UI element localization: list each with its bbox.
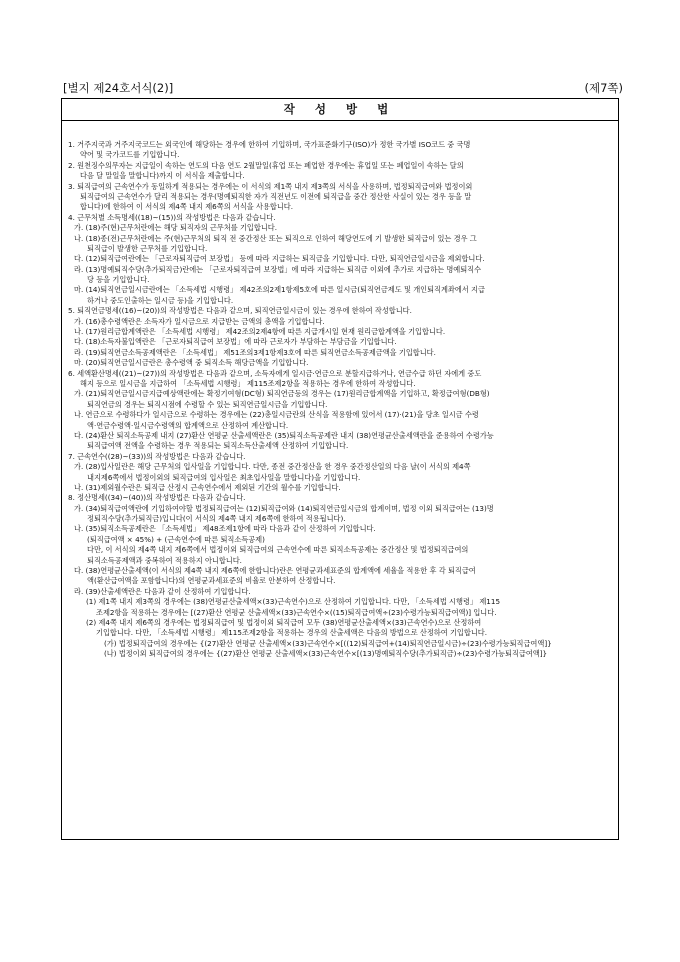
instruction-line: (퇴직급여액 × 45%) + (근속연수에 따른 퇴직소득공제) <box>87 534 265 544</box>
form-number-label: [별지 제24호서식(2)] <box>63 81 174 95</box>
instruction-line: (가) 법정퇴직급여의 경우에는 {(27)환산 연평균 산출세액×(33)근속연수×[((12)퇴직급여+(14)퇴직연금일시금)÷(23)수령가능퇴직급여액]} <box>104 638 552 648</box>
instruction-line: 라. (39)산출세액란은 다음과 같이 산정하여 기입합니다. <box>74 586 251 596</box>
instruction-line: 8. 정산명세((34)~(40))의 작성방법은 다음과 같습니다. <box>68 493 246 503</box>
instruction-line: 다만, 이 서식의 제4쪽 내지 제6쪽에서 법정이외 퇴직급여의 근속연수에 따른 퇴직소득공제는 중간정산 및 법정퇴직급여의 <box>87 545 469 555</box>
instruction-line: 3. 퇴직급여의 근속연수가 동일하게 적용되는 경우에는 이 서식의 제1쪽 내지 제3쪽의 서식을 사용하며, 법정퇴직급여와 법정이외 <box>68 181 473 191</box>
instruction-line: 5. 퇴직연금명세((16)~(20))의 작성방법은 다음과 같으며, 퇴직연금일시금이 있는 경우에 한하여 작성합니다. <box>68 306 412 316</box>
instruction-line: 7. 근속연수((28)~(33))의 작성방법은 다음과 같습니다. <box>68 451 246 461</box>
instruction-line: 마. (14)퇴직연금일시금란에는 「소득세법 시행령」 제42조의2제1항제5호에 따른 일시금(퇴직연금제도 및 개인퇴직계좌에서 지급 <box>74 285 485 295</box>
instruction-line: 다음 달 말일을 말합니다)까지 이 서식을 제출합니다. <box>80 171 245 181</box>
instruction-line: 나. 연금으로 수령하다가 일시금으로 수령하는 경우에는 (22)총일시금란의 산식을 적용함에 있어서 (17)·(21)을 당초 일시금 수령 <box>74 410 479 420</box>
page-number-label: (제7쪽) <box>584 81 623 95</box>
instruction-line: 4. 근무처별 소득명세((18)~(15))의 작성방법은 다음과 같습니다. <box>68 212 276 222</box>
instructions-frame <box>61 98 619 840</box>
instruction-line: 라. (13)명예퇴직수당(추가퇴직금)란에는 「근로자퇴직급여 보장법」에 따라 지급하는 퇴직금 이외에 추가로 지급하는 명예퇴직수 <box>74 264 482 274</box>
instruction-line: 2. 원천징수의무자는 지급일이 속하는 연도의 다음 연도 2월말일(휴업 또는 폐업한 경우에는 휴업일 또는 폐업일이 속하는 달의 <box>68 160 464 170</box>
instruction-line: (2) 제4쪽 내지 제6쪽의 경우에는 법정퇴직급여 및 법정이외 퇴직급여 모두 (38)연평균산출세액×(33)근속연수)으로 산정하여 <box>86 617 482 627</box>
instruction-line: 나. (31)제외월수란은 퇴직급 산정시 근속연수에서 제외된 기간의 월수를 기입합니다. <box>74 482 341 492</box>
instruction-line: 가. (21)퇴직연금일시금지급예상액란에는 확정기여형(DC형) 퇴직연금등의 경우는 (17)원리금합계액을 기입하고, 확정급여형(DB형) <box>74 389 490 399</box>
instructions-title: 작 성 방 법 <box>62 99 618 121</box>
instruction-line: 다. (12)퇴직급여란에는 「근로자퇴직급여 보장법」 등에 따라 지급하는 퇴직금을 기입합니다. 다만, 퇴직연금일시금을 제외합니다. <box>74 254 485 264</box>
instruction-line: 내지제6쪽에서 법정이외의 퇴직급여의 입사일은 최초입사일을 말합니다)을 기입합니다. <box>87 472 361 482</box>
instruction-line: 가. (34)퇴직급여액란에 기입하여야할 법정퇴직급여는 (12)퇴직급여와 (14)퇴직연금일시금의 합계이며, 법정 이외 퇴직급여는 (13)명 <box>74 503 494 513</box>
instruction-line: 액(환산급여액을 포함합니다)의 연평균과세표준의 비율로 안분하여 산정합니다. <box>87 576 336 586</box>
instruction-line: 라. (19)퇴직연금소득공제액란은 「소득세법」 제51조의3제1항제3호에 따른 퇴직연금소득공제금액을 기입합니다. <box>74 347 436 357</box>
instruction-line: 당 등을 기입합니다. <box>87 275 150 285</box>
instruction-line: 약어 및 국가코드를 기입합니다. <box>80 150 180 160</box>
instruction-line: 조제2항을 적용하는 경우에는 [(27)환산 연평균 산출세액×(33)근속연수×((15)퇴직급여액÷(23)수령가능퇴직급여액)] 입니다. <box>96 607 497 617</box>
instruction-line: 나. (17)원리금합계액란은 「소득세법 시행령」 제42조의2제4항에 따른 지급개시일 현재 원리금합계액을 기입합니다. <box>74 327 446 337</box>
instruction-line: 퇴직급여의 근속연수가 달리 적용되는 경우(명예퇴직한 자가 직전년도 이전에 퇴직급을 중간 정산한 사실이 있는 경우 등을 말 <box>80 191 472 201</box>
form-header <box>63 80 623 96</box>
instruction-line: (1) 제1쪽 내지 제3쪽의 경우에는 (38)연평균산출세액×(33)근속연수)으로 산정하여 기입합니다. 다만, 「소득세법 시행령」 제115 <box>86 597 501 607</box>
instruction-line: 합니다)에 한하여 이 서식의 제4쪽 내지 제6쪽의 서식을 사용합니다. <box>80 202 294 212</box>
instruction-line: 1. 거주지국과 거주지국코드는 외국인에 해당하는 경우에 한하여 기입하며, 국가표준화기구(ISO)가 정한 국가별 ISO코드 중 국명 <box>68 140 471 149</box>
instruction-line: 액·연금수령액·일시금수령액의 합계액으로 산정하여 계산합니다. <box>87 420 289 430</box>
instruction-line: 퇴직급여액 전액을 수령하는 경우 적용되는 퇴직소득산출세액 산정하여 기입합니다. <box>87 441 349 451</box>
instruction-line: 하거나 중도인출하는 일시금 등)을 기입합니다. <box>87 295 234 305</box>
instruction-line: 가. (16)총수령액란은 소득자가 일시금으로 지급받는 금액의 총액을 기입합니다. <box>74 316 325 326</box>
instruction-line: 정퇴직수당(추가퇴직금)입니다(이 서식의 제4쪽 내지 제6쪽에 한하여 적용됩니다). <box>87 514 346 524</box>
instructions-body <box>68 140 612 660</box>
instruction-line: (나) 법정이외 퇴직급여의 경우에는 {(27)환산 연평균 산출세액×(33)근속연수×[(13)명예퇴직수당(추가퇴직금)÷(23)수령가능퇴직급여액]} <box>104 649 548 659</box>
instruction-line: 나. (35)퇴직소득공제란은 「소득세법」 제48조제1항에 따라 다음과 같이 산정하여 기입합니다. <box>74 524 376 534</box>
instruction-line: 해지 등으로 일시금을 지급하여 「소득세법 시행령」 제115조제2항을 적용하는 경우에 한하여 작성합니다. <box>80 378 416 388</box>
instruction-line: 6. 세액환산명세((21)~(27))의 작성방법은 다음과 같으며, 소득자에게 일시금·연금으로 분할지급하거나, 연금수급 하던 자에게 중도 <box>68 368 482 378</box>
instruction-line: 나. (18)종(전)근무처란에는 주(현)근무처의 퇴직 전 중간정산 또는 퇴직으로 인하여 해당연도에 기 발생한 퇴직급이 있는 경우 그 <box>74 233 477 243</box>
instruction-line: 퇴직소득공제액과 중복하여 적용하지 아니합니다. <box>87 555 242 565</box>
instruction-line: 다. (24)환산 퇴직소득공제 내지 (27)환산 연평균 산출세액란은 (35)퇴직소득공제란 내지 (38)연평균산출세액란을 준용하여 수령가능 <box>74 430 494 440</box>
instruction-line: 기입합니다. 다만, 「소득세법 시행령」 제115조제2항을 적용하는 경우의 산출세액은 다음의 방법으로 산정하여 기입합니다. <box>96 628 487 638</box>
instruction-line: 가. (18)주(현)근무처란에는 해당 퇴직자의 근무처를 기입합니다. <box>74 223 277 233</box>
instruction-line: 가. (28)입사일란은 해당 근무처의 입사일을 기입합니다. 다만, 종전 중간정산을 한 경우 중간정산일의 다음 날(이 서식의 제4쪽 <box>74 462 471 472</box>
instruction-line: 퇴직급이 발생한 근무처를 기입합니다. <box>87 243 208 253</box>
instruction-line: 다. (38)연평균산출세액(이 서식의 제4쪽 내지 제6쪽에 한합니다)란은 연평균과세표준의 합계액에 세율을 적용한 후 각 퇴직급여 <box>74 566 476 576</box>
instruction-line: 마. (20)퇴직연금일시금란은 총수령액 중 퇴직소득 해당금액을 기입합니다. <box>74 358 309 368</box>
instruction-line: 퇴직연금의 경우는 퇴직시점에 수령할 수 있는 퇴직연금일시금을 기입합니다. <box>87 399 328 409</box>
instruction-line: 다. (18)소득자불입액란은 「근로자퇴직급여 보장법」에 따라 근로자가 부담하는 부담금을 기입합니다. <box>74 337 397 347</box>
